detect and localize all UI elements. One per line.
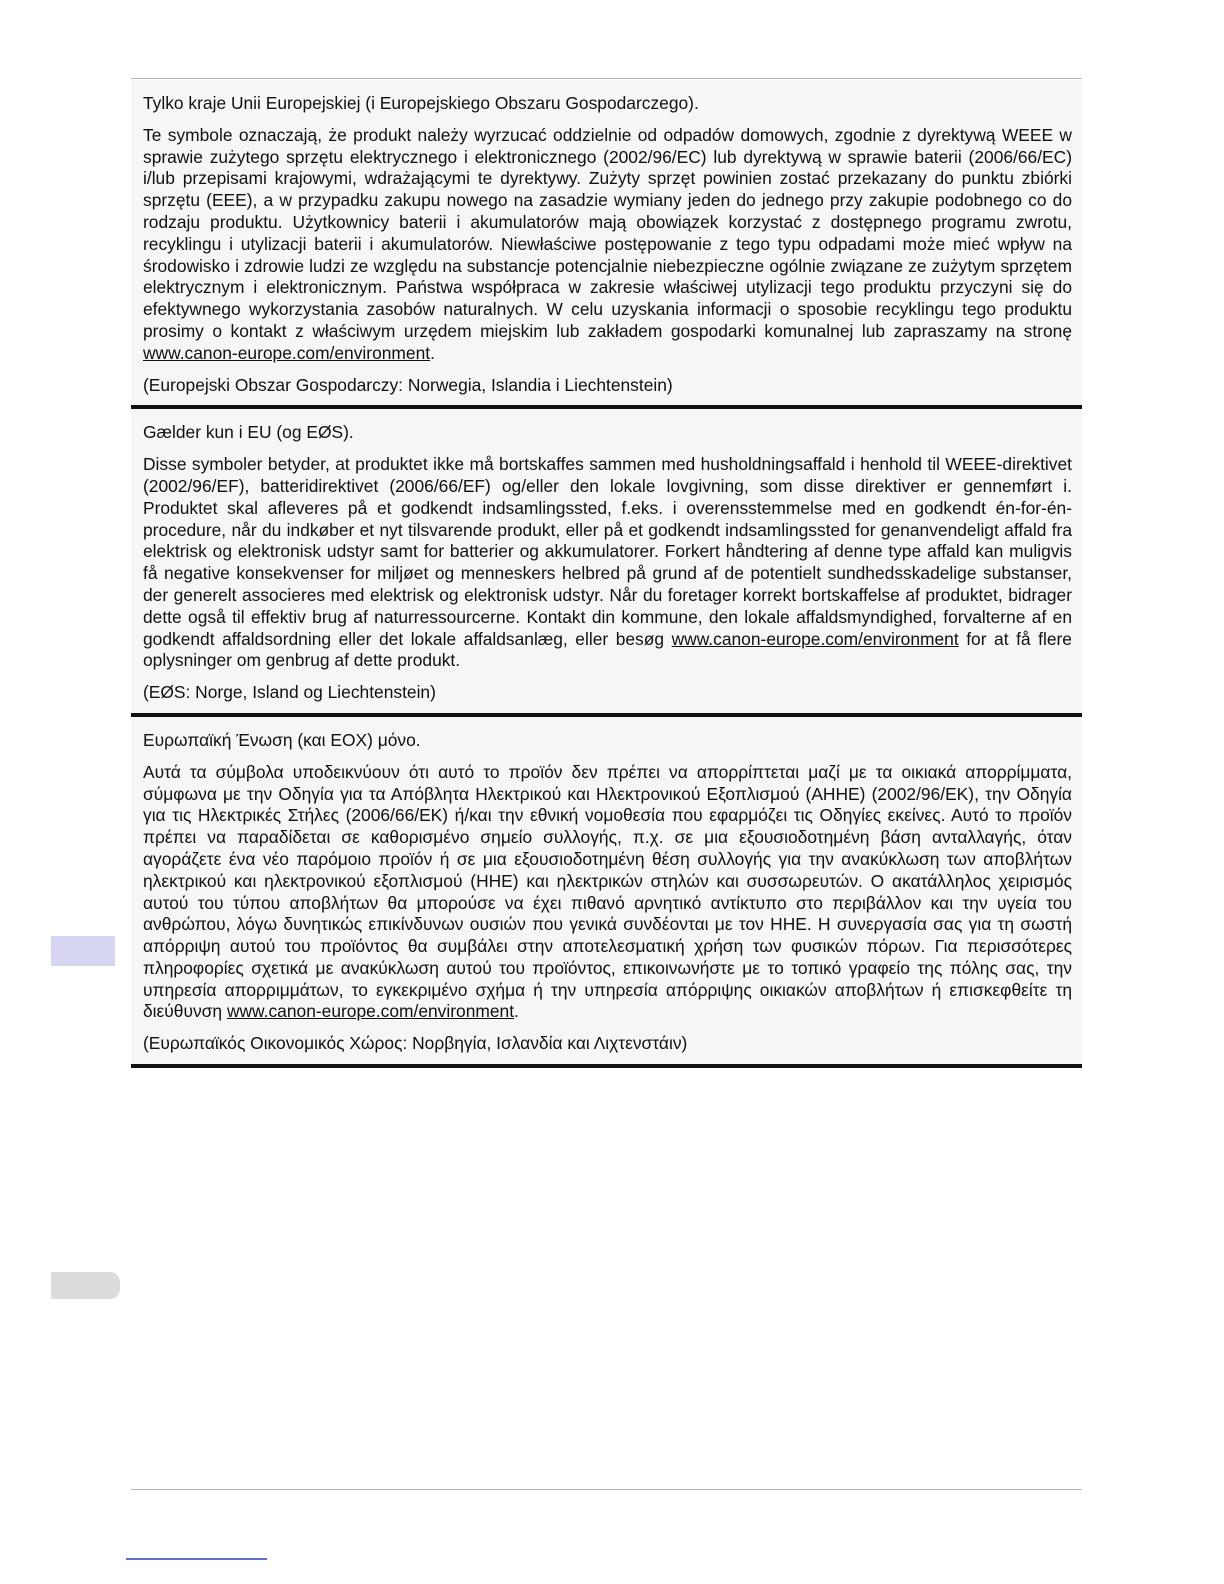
environment-link[interactable]: www.canon-europe.com/environment <box>671 628 959 649</box>
top-rule <box>131 78 1082 79</box>
body-text: Disse symboler betyder, at produktet ikke må bortskaffes sammen med husholdningsaffald i henhold til WEEE-direktivet (2002/96/EF), batteridirektivet (2006/66/EF) og/eller den lokale lovgivning, som disse direktiver er gennemført i. Produktet skal afleveres på et godkendt indsamlingssted, f.eks. i overensstemmelse med en godkendt én-for-én-procedure, når du indkøber et nyt tilsvarende produkt, eller på et godkendt indsamlingssted for genanvendeligt affald fra elektrisk og elektronisk udstyr samt for batterier og akkumulatorer. Forkert håndtering af denne type affald kan muligvis få negative konsekvenser for miljøet og menneskers helbred på grund af de potentielt sundhedsskadelige substanser, der generelt associeres med elektrisk og elektronisk udstyr. Når du foretager korrekt bortskaffelse af produktet, bidrager dette også til effektiv brug af naturressourcerne. Kontakt din kommune, den lokale affaldsmyndighed, forvalterne af en godkendt affaldsordning eller det lokale affaldsanlæg, eller besøg <box>143 454 1072 649</box>
side-index-tab[interactable] <box>51 1272 120 1299</box>
body-tail: . <box>430 342 435 363</box>
section-body <box>143 762 1072 1024</box>
section-note: (Ευρωπαϊκός Οικονομικός Χώρος: Νορβηγία, Ισλανδία και Λιχτενστάιν) <box>143 1033 688 1054</box>
environment-link[interactable]: www.canon-europe.com/environment <box>143 342 431 363</box>
section-body <box>143 454 1072 672</box>
body-text: Te symbole oznaczają, że produkt należy wyrzucać oddzielnie od odpadów domowych, zgodnie z dyrektywą WEEE w sprawie zużytego sprzętu elektrycznego i elektronicznego (2002/96/EC) lub dyrektywą w sprawie baterii (2006/66/EC) i/lub przepisami krajowymi, wdrażającymi te dyrektywy. Zużyty sprzęt powinien zostać przekazany do punktu zbiórki sprzętu (EEE), a w przypadku zakupu nowego na zasadzie wymiany jeden do jednego przy zakupie podobnego co do rodzaju produktu. Użytkownicy baterii i akumulatorów mają obowiązek korzystać z dostępnego programu zwrotu, recyklingu i utylizacji baterii i akumulatorów. Niewłaściwe postępowanie z tego typu odpadami może mieć wpływ na środowisko i zdrowie ludzi ze względu na substancje potencjalnie niebezpieczne ogólnie związane ze zużytym sprzętem elektrycznym i elektronicznym. Państwa współpraca w zakresie właściwej utylizacji tego produktu przyczyni się do efektywnego wykorzystania zasobów naturalnych. W celu uzyskania informacji o sposobie recyklingu tego produktu prosimy o kontakt z właściwym urzędem miejskim lub zakładem gospodarki komunalnej lub zapraszamy na stronę <box>143 124 1072 341</box>
section-note: (EØS: Norge, Island og Liechtenstein) <box>143 682 436 703</box>
section-heading: Tylko kraje Unii Europejskiej (i Europejskiego Obszaru Gospodarczego). <box>143 93 699 113</box>
bottom-rule <box>131 1489 1082 1490</box>
weee-notice <box>131 80 1082 1068</box>
section-heading: Gælder kun i EU (og EØS). <box>143 422 354 443</box>
section-greek <box>131 717 1082 1068</box>
body-text: Αυτά τα σύμβολα υποδεικνύουν ότι αυτό το προϊόν δεν πρέπει να απορρίπτεται μαζί με τα οικιακά απορρίμματα, σύμφωνα με την Οδηγία για τα Απόβλητα Ηλεκτρικού και Ηλεκτρονικού Εξοπλισμού (ΑΗΗΕ) (2002/96/ΕΚ), την Οδηγία για τις Ηλεκτρικές Στήλες (2006/66/ΕΚ) ή/και την εθνική νομοθεσία που εφαρμόζει τις Οδηγίες εκείνες. Αυτό το προϊόν πρέπει να παραδίδεται σε καθορισμένο σημείο συλλογής, π.χ. σε μια εξουσιοδοτημένη βάση ανταλλαγής, όταν αγοράζετε ένα νέο παρόμοιο προϊόν ή σε μια εξουσιοδοτημένη θέση συλλογής για την ανακύκλωση των αποβλήτων ηλεκτρικού και ηλεκτρονικού εξοπλισμού (ΗΗΕ) και ηλεκτρικών στηλών και συσσωρευτών. Ο ακατάλληλος χειρισμός αυτού του τύπου αποβλήτων θα μπορούσε να έχει πιθανό αρνητικό αντίκτυπο στο περιβάλλον και την υγεία του ανθρώπου, λόγω δυνητικώς επικίνδυνων ουσιών που γενικά συνδέονται με τον ΗΗΕ. Η συνεργασία σας για τη σωστή απόρριψη αυτού του προϊόντος θα συμβάλει στην αποτελεσματική χρήση των φυσικών πόρων. Για περισσότερες πληροφορίες σχετικά με ανακύκλωση αυτού του προϊόντος, επικοινωνήστε με το τοπικό γραφείο της πόλης σας, την υπηρεσία απορριμμάτων, το εγκεκριμένο σχήμα ή την υπηρεσία απόρριψης οικιακών αποβλήτων ή επισκεφθείτε τη διεύθυνση <box>143 761 1072 1022</box>
body-tail: . <box>514 1001 519 1022</box>
section-polish <box>131 80 1082 409</box>
side-index-tab-active[interactable] <box>51 936 115 966</box>
section-body <box>143 125 1072 365</box>
section-danish <box>131 409 1082 717</box>
section-heading: Ευρωπαϊκή Ένωση (και ΕΟΧ) μόνο. <box>143 729 421 750</box>
body-tail: for at få flere oplysninger om genbrug af dette produkt. <box>143 628 1072 671</box>
footer-link-underline[interactable] <box>126 1558 267 1560</box>
environment-link[interactable]: www.canon-europe.com/environment <box>226 1001 515 1022</box>
section-note: (Europejski Obszar Gospodarczy: Norwegia, Islandia i Liechtenstein) <box>143 374 673 395</box>
